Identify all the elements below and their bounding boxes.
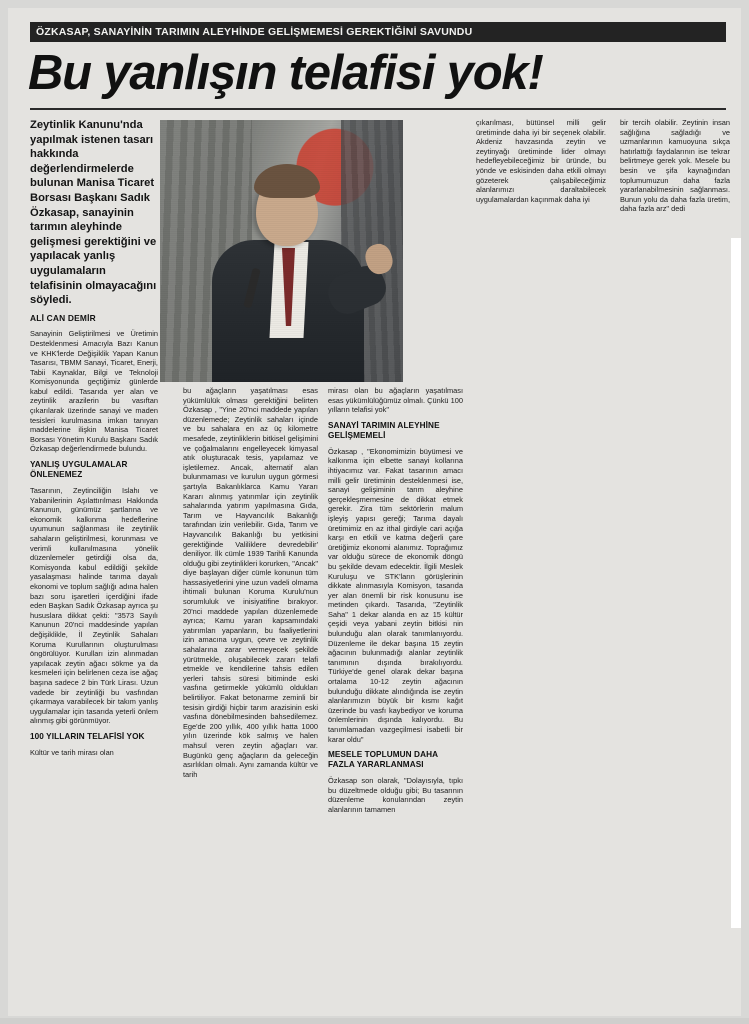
paragraph: mirası olan bu ağaçların yaşatılması esas yükümlülüğümüz olmalı. Çünkü 100 yılların telafisi yok" <box>328 386 463 415</box>
column-2 <box>183 386 318 785</box>
paragraph: Kültür ve tarih mirası olan <box>30 747 114 757</box>
article-lede: Zeytinlik Kanunu'nda yapılmak istenen tasarı hakkında değerlendirmelerde bulunan Manisa Ticaret Borsası Başkanı Sadık Özkasap, sanayinin tarımın aleyhinde gelişmesi gerektiğini ve yapılacak yanlış uygulamaların telafisinin olmayacağını söyledi. <box>30 119 157 307</box>
column-1 <box>30 118 158 763</box>
article-paper <box>8 8 741 1016</box>
page-title: Bu yanlışın telafisi yok! <box>28 46 543 100</box>
section-heading: YANLIŞ UYGULAMALAR ÖNLENEMEZ <box>30 460 128 480</box>
section-heading: MESELE TOPLUMUN DAHA FAZLA YARARLANMASI <box>328 750 438 770</box>
paragraph: Özkasap son olarak, "Dolayısıyla, tıpkı bu düzeltmede olduğu gibi; Bu tasarının düzenleme konularından zeytin alanlarının tamamen <box>328 776 463 814</box>
photo-grain-overlay <box>160 120 403 382</box>
paragraph: çıkarılması, bütünsel milli gelir üretiminde daha iyi bir seçenek olabilir. Akdeniz havzasında zeytin ve zeytinyağı üretiminde lider olmayı hedefleyebileceğimiz bir üründe, bu yönde ve eskisinden daha etkili olmayı gözeterek çalışabileceğimiz alanlarımızı daraltabilecek uygulamalardan kaçınmak daha iyi <box>476 118 606 204</box>
page-bottom-edge <box>0 1018 749 1024</box>
column-5 <box>620 118 730 220</box>
paragraph: bu ağaçların yaşatılması esas yükümlülük olması gerektiğini belirten Özkasap , "Yine 20'nci maddede yapılan düzenlemede; Zeytinlik sahaları içinde ve bu sahalara en az üç kilometre mesafede, zeytinliklerin bitkisel gelişimini ve çoğalmalarını engelleyecek kimyasal atık oluşturacak tesis, yapılamaz ve işletilemez. Ancak, alternatif alan bulunmaması ve kurulun uygun görmesi şartıyla Bakanlıklarca Kamu Yararı Kararı alınmış yatırımlar için zeytinlik sahalarında yatırım yapılmasına Gıda, Tarım ve Hayvancılık Bakanlığı tarafından izin verilebilir. Gıda, Tarım ve Hayvancılık Bakanlığı bu yetkisini gerektiğinde Valiliklere devredebilir' deniliyor. İlk cümle 1939 Tarihli Kanunda olduğu gibi zeytinlikleri korurken, "Ancak" diye başlayan diğer cümle konunun tüm hassasiyetlerini yine uzun vadeli olmama ihtimali bulunan Koruma Kurulu'nun sorumluluk ve inisiyatifine bırakıyor. 20'nci maddede yapılan düzenlemede ayrıca; Kamu yararı kapsamındaki yatırımları yapanların, bu faaliyetlerini izin amacına uygun, çevre ve zeytinlik sahalarına zarar vermeyecek şekilde yürütmekle, oluşabilecek zararı telafi etmekle ve kendilerine tahsis edilen yerleri tahsis süresi bitiminde eski vasfına getirmekle yükümlü oldukları belirtiliyor. Fakat betonarme zeminli bir tesisin girdiği hiçbir tarım arazisinin eski vasfına dönebilmesinden bahsedilemez. Ege'de 200 yıllık, 400 yıllık hatta 1000 yılın üzerinde kök salmış ve halen mahsul veren zeytin ağaçları var. Bugünkü genç ağaçların da geleceğin asırlıkları olmalı. Aynı zamanda kültür ve tarih <box>183 386 318 779</box>
column-3 <box>328 386 463 821</box>
section-heading: SANAYİ TARIMIN ALEYHİNE GELİŞMEMELİ <box>328 420 440 440</box>
kicker-bar: ÖZKASAP, SANAYİNİN TARIMIN ALEYHİNDE GELİŞMEMESİ GEREKTİĞİNİ SAVUNDU <box>30 22 726 42</box>
paragraph: Tasarının, Zeytinciliğin Islahı ve Yabanilerinin Aşılattırılması Hakkında Kanunun, günümüz şartlarına ve ekonomik kalkınma hedeflerine uyumunun sağlanması ile zeytinlik sahaların geliştirilmesi, korunması ve verimli kullanılmasına yönelik düzenlemeler getirdiği olsa da, Komisyonda kabul edildiği şekilde yasalaşması halinde tarıma dayalı ekonomi ve toplum sağlığı adına halen bazı soru işaretleri içerdiğini ifade eden Başkan Sadık Özkasap ayrıca şu hususlara dikkat çekti: "3573 Sayılı Kanunun 20'nci maddesinde yapılan değişiklikle, İl Zeytinlik Sahaları Koruma Kurullarının oluşturulması öngörülüyor. Kurulları izin alınmadan yapılacak zeytin ağacı sökme ya da kesmeleri için belirlenen ceza ise ağaç başına sadece 2 bin Türk Lirası. Uzun vadede bir zeytinliği bu vasfından çıkarmaya varabilecek bir takım yanlış uygulamalar için tasarıda yeterli önlem alınmış gibi görünmüyor. <box>30 486 158 726</box>
headline-divider <box>30 108 726 110</box>
paragraph: bir tercih olabilir. Zeytinin insan sağlığına sağladığı ve uzmanlarının kamuoyuna sıkça hatırlattığı faydalarının ise tekrar belirtmeye gerek yok. Mesele bu besin ve şifa kaynağından toplumumuzun daha fazla yararlanabilmesinin sağlanması. Bunun yolu da daha fazla üretim, daha fazla arz" dedi <box>620 118 730 214</box>
paragraph: Özkasap , "Ekonomimizin büyümesi ve kalkınma için elbette sanayi kollarına ihtiyacımız var. Fakat tasarının amacı milli gelir üretiminin desteklenmesi ise, sanayi gelişiminin tarım aleyhine gerçekleşmemesine de dikkat etmek gerekir. Zira tüm sektörlerin malum işleyiş yapısı gereği; Tarıma dayalı üretimimiz en az ithal girdiyle cari açığa karşı en etkili ve katma değerli çare üretiğimiz ekonomi alanımız. Toprağımız var olduğu sürece de ekonomik döngü bu şekilde devam edecektir. İlgili Meslek Kuruluşu ve STK'ların görüşlerinin dikkate alınmasıyla Komisyon, tasarıda yer alan önemli bir risk konusunu ise metinden çıkardı. Tasarıda, "Zeytinlik Saha" 1 dekar alanda en az 15 kültür çeşidi veya yabani zeytin bitkisi nin bulunduğu alan olarak tanımlanıyordu. Düzenleme ile dekar başına 15 zeytin ağacının bulunmadığı alanlar zeytinlik tanımının dışında bırakılıyordu. Türkiye'de genel olarak dekar başına ortalama 10-12 zeytin ağacının bulunduğu dikkate alındığında ise zeytin alanlarımızın büyük bir kısmı kağıt üzerinde bu vasfı kaybediyor ve koruma önlemlerinin dışında kalıyordu. Bu tanımlamadan vazgeçilmesi isabetli bir karar oldu" <box>328 446 463 744</box>
page-edge-white <box>731 238 741 928</box>
byline: ALİ CAN DEMİR <box>30 312 96 323</box>
column-4 <box>476 118 606 210</box>
section-heading: 100 YILLARIN TELAFİSİ YOK <box>30 731 145 741</box>
paragraph: Sanayinin Geliştirilmesi ve Üretimin Desteklenmesi Amacıyla Bazı Kanun ve KHK'lerde Değişiklik Yapan Kanun Tasarısı, TBMM Sanayi, Ticaret, Enerji, Tabii Kaynaklar, Bilgi ve Teknoloji Komisyonunda geçtiğimiz günlerde kabul edildi. Tasarıda yer alan ve zeytinlik arazilerin bu vasıftan çıkarılarak üzerinde sanayi ve maden tesisleri kurulmasına imkan tanıyan maddelerine ilişkin Manisa Ticaret Borsası Yönetim Kurulu Başkanı Sadık Özkasap değerlendirmede bulundu. <box>30 329 158 454</box>
article-photo <box>160 120 403 382</box>
